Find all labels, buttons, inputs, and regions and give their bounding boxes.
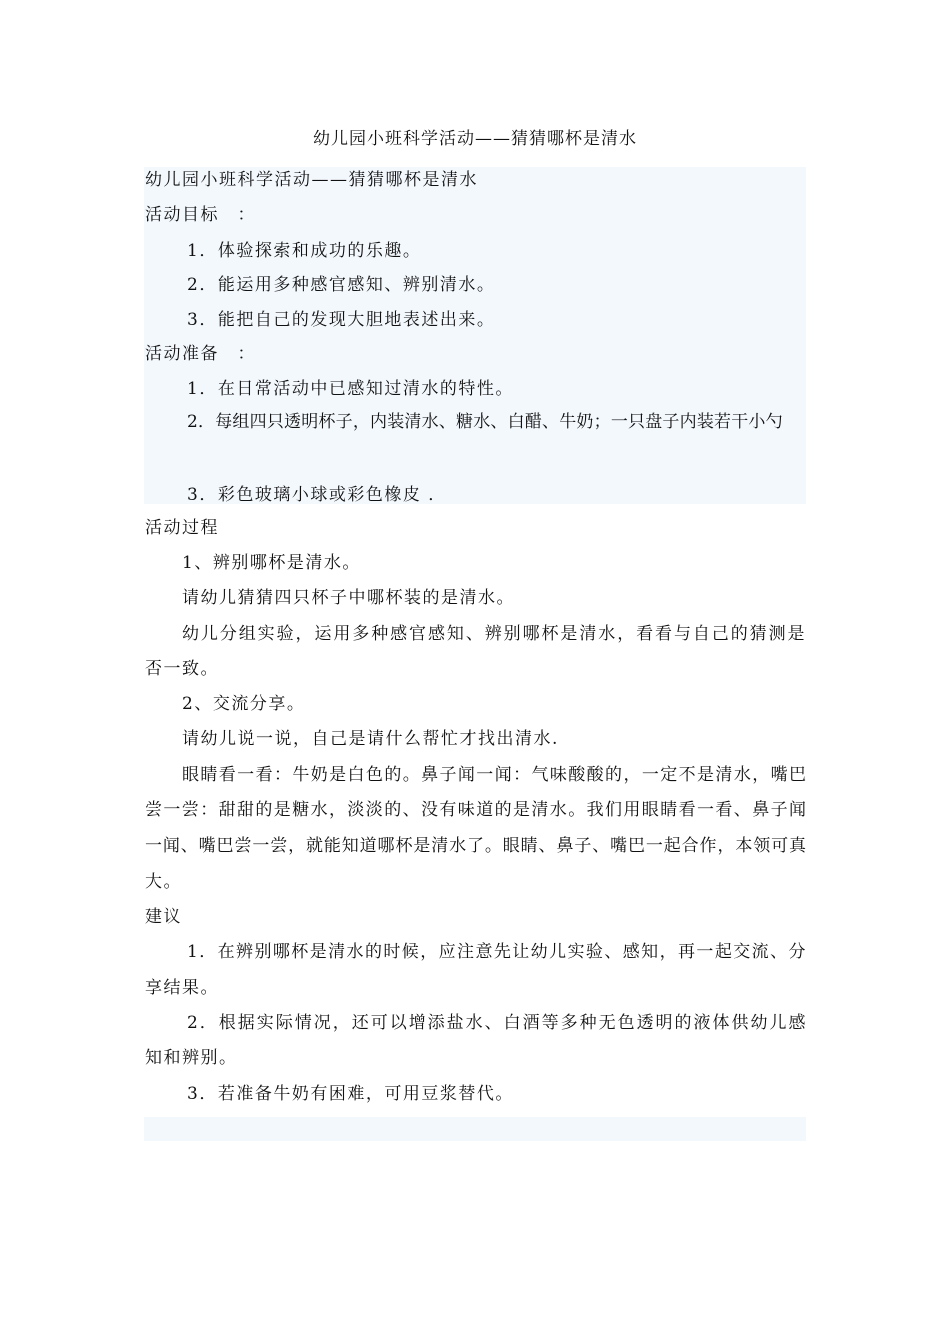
paragraph-line: 幼儿分组实验，运用多种感官感知、辨别哪杯是清水，看看与自己的猜测是: [182, 624, 806, 644]
goals-heading: 活动目标 ：: [145, 205, 256, 225]
page-title: 幼儿园小班科学活动——猜猜哪杯是清水: [313, 129, 637, 149]
subtitle: 幼儿园小班科学活动——猜猜哪杯是清水: [145, 170, 478, 190]
paragraph-line: 知和辨别。: [145, 1048, 238, 1068]
advice-item: 1．在辨别哪杯是清水的时候，应注意先让幼儿实验、感知，再一起交流、分: [187, 942, 806, 962]
prep-item: 1．在日常活动中已感知过清水的特性。: [187, 379, 514, 399]
paragraph-line: 请幼儿说一说，自己是请什么帮忙才找出清水.: [182, 729, 559, 749]
goal-item: 3．能把自己的发现大胆地表述出来。: [187, 310, 496, 330]
paragraph-line: 大。: [145, 872, 182, 892]
paragraph-line: 请幼儿猜猜四只杯子中哪杯装的是清水。: [182, 588, 515, 608]
advice-item: 3．若准备牛奶有困难，可用豆浆替代。: [187, 1084, 514, 1104]
goal-item: 2．能运用多种感官感知、辨别清水。: [187, 275, 496, 295]
goal-item: 1．体验探索和成功的乐趣。: [187, 241, 422, 261]
paragraph-line: 否一致。: [145, 659, 219, 679]
advice-heading: 建议: [145, 907, 182, 927]
step-title: 2、交流分享。: [182, 694, 306, 714]
paragraph-line: 尝一尝：甜甜的是糖水，淡淡的、没有味道的是清水。我们用眼睛看一看、鼻子闻: [145, 800, 806, 820]
paragraph-line: 一闻、嘴巴尝一尝，就能知道哪杯是清水了。眼睛、鼻子、嘴巴一起合作，本领可真: [145, 836, 806, 856]
highlight-block: [144, 1117, 806, 1141]
process-heading: 活动过程: [145, 518, 219, 538]
prep-item: 2．每组四只透明杯子，内装清水、糖水、白醋、牛奶；一只盘子内装若干小勺: [187, 412, 783, 432]
paragraph-line: 眼睛看一看：牛奶是白色的。鼻子闻一闻：气味酸酸的，一定不是清水，嘴巴: [182, 765, 806, 785]
prep-heading: 活动准备 ：: [145, 344, 256, 364]
paragraph-line: 享结果。: [145, 978, 219, 998]
advice-item: 2．根据实际情况，还可以增添盐水、白酒等多种无色透明的液体供幼儿感: [187, 1013, 806, 1033]
prep-item: 3．彩色玻璃小球或彩色橡皮 ．: [187, 485, 447, 505]
step-title: 1、辨别哪杯是清水。: [182, 553, 361, 573]
